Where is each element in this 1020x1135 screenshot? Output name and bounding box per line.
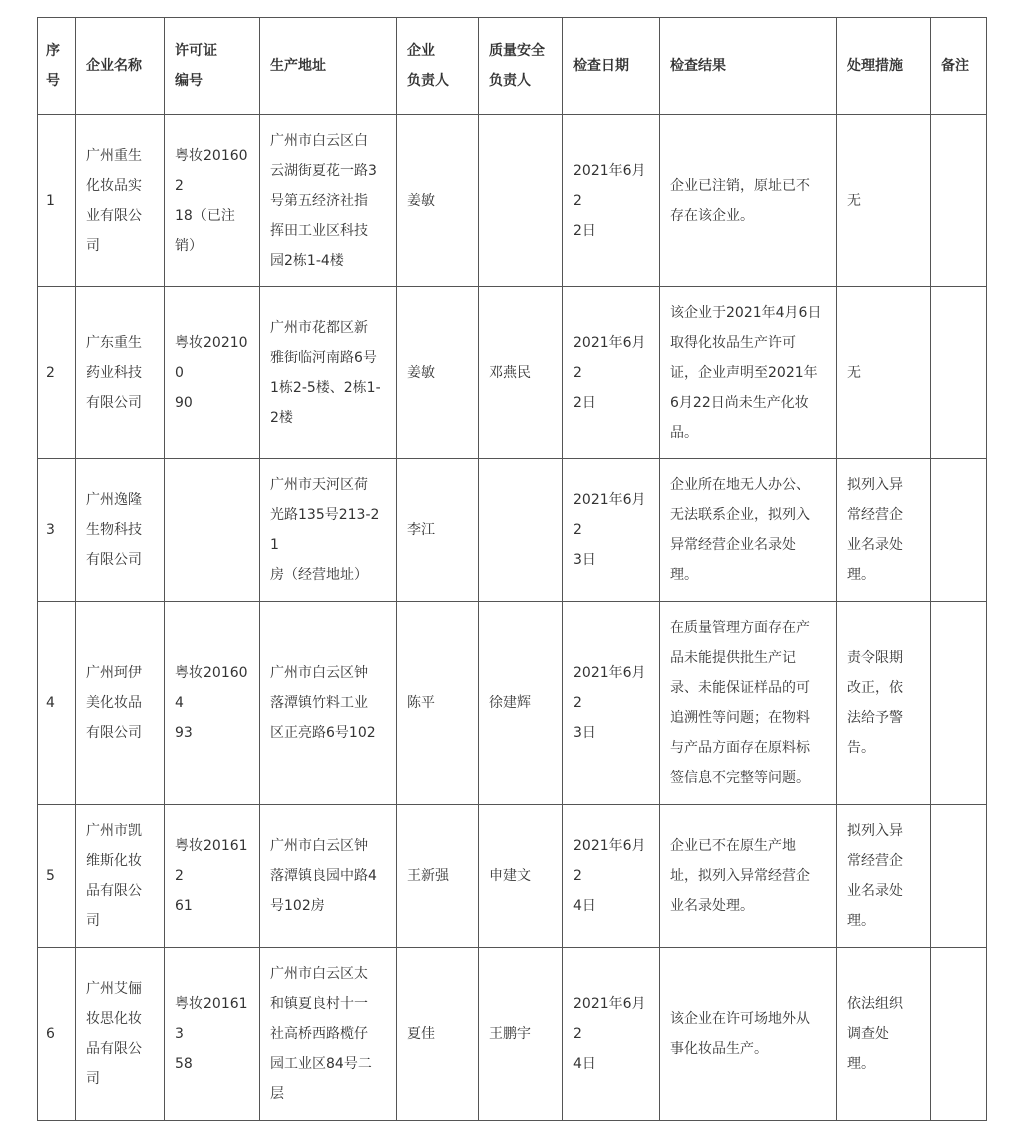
cell-production-address: 广州市白云区白 云湖街夏花一路3 号第五经济社指 挥田工业区科技 园2栋1-4楼 xyxy=(260,115,397,287)
cell-measures: 无 xyxy=(837,287,931,459)
header-inspection-date: 检查日期 xyxy=(563,18,660,115)
cell-company-head: 姜敏 xyxy=(397,115,479,287)
cell-company-name: 广州珂伊 美化妆品 有限公司 xyxy=(76,602,165,805)
cell-quality-head: 徐建辉 xyxy=(479,602,563,805)
cell-measures: 无 xyxy=(837,115,931,287)
cell-quality-head: 申建文 xyxy=(479,805,563,948)
header-index: 序 号 xyxy=(38,18,76,115)
cell-license-number xyxy=(165,459,260,602)
cell-production-address: 广州市花都区新 雅街临河南路6号 1栋2-5楼、2栋1- 2楼 xyxy=(260,287,397,459)
header-inspection-result: 检查结果 xyxy=(660,18,837,115)
cell-inspection-date: 2021年6月2 4日 xyxy=(563,805,660,948)
table-row xyxy=(38,287,987,459)
cell-index: 1 xyxy=(38,115,76,287)
cell-inspection-result: 企业已不在原生产地 址，拟列入异常经营企 业名录处理。 xyxy=(660,805,837,948)
cell-quality-head xyxy=(479,115,563,287)
cell-company-name: 广州艾俪 妆思化妆 品有限公 司 xyxy=(76,948,165,1121)
cell-license-number: 粤妆201613 58 xyxy=(165,948,260,1121)
cell-inspection-date: 2021年6月2 3日 xyxy=(563,459,660,602)
cell-quality-head: 邓燕民 xyxy=(479,287,563,459)
cell-company-head: 姜敏 xyxy=(397,287,479,459)
cell-remarks xyxy=(931,115,987,287)
header-row xyxy=(38,18,987,115)
header-license-number: 许可证 编号 xyxy=(165,18,260,115)
cell-remarks xyxy=(931,948,987,1121)
cell-inspection-date: 2021年6月2 4日 xyxy=(563,948,660,1121)
cell-index: 2 xyxy=(38,287,76,459)
cell-inspection-result: 企业已注销，原址已不 存在该企业。 xyxy=(660,115,837,287)
cell-company-name: 广州逸隆 生物科技 有限公司 xyxy=(76,459,165,602)
header-remarks: 备注 xyxy=(931,18,987,115)
cell-company-head: 李江 xyxy=(397,459,479,602)
table-row xyxy=(38,459,987,602)
cell-remarks xyxy=(931,805,987,948)
cell-license-number: 粤妆201604 93 xyxy=(165,602,260,805)
header-company-head: 企业 负责人 xyxy=(397,18,479,115)
header-company-name: 企业名称 xyxy=(76,18,165,115)
cell-inspection-result: 该企业在许可场地外从 事化妆品生产。 xyxy=(660,948,837,1121)
table-row xyxy=(38,805,987,948)
table-row xyxy=(38,115,987,287)
cell-company-name: 广州市凯 维斯化妆 品有限公 司 xyxy=(76,805,165,948)
table-row xyxy=(38,948,987,1121)
cell-company-head: 王新强 xyxy=(397,805,479,948)
cell-inspection-date: 2021年6月2 3日 xyxy=(563,602,660,805)
cell-index: 3 xyxy=(38,459,76,602)
inspection-table xyxy=(37,17,987,1121)
cell-production-address: 广州市白云区钟 落潭镇竹料工业 区正亮路6号102 xyxy=(260,602,397,805)
cell-license-number: 粤妆202100 90 xyxy=(165,287,260,459)
cell-measures: 拟列入异 常经营企 业名录处 理。 xyxy=(837,805,931,948)
cell-inspection-result: 企业所在地无人办公、 无法联系企业，拟列入 异常经营企业名录处 理。 xyxy=(660,459,837,602)
cell-measures: 拟列入异 常经营企 业名录处 理。 xyxy=(837,459,931,602)
cell-remarks xyxy=(931,287,987,459)
cell-measures: 责令限期 改正，依 法给予警 告。 xyxy=(837,602,931,805)
table-body xyxy=(38,115,987,1121)
cell-inspection-date: 2021年6月2 2日 xyxy=(563,115,660,287)
cell-measures: 依法组织 调查处 理。 xyxy=(837,948,931,1121)
cell-company-head: 夏佳 xyxy=(397,948,479,1121)
cell-production-address: 广州市白云区钟 落潭镇良园中路4 号102房 xyxy=(260,805,397,948)
cell-license-number: 粤妆201602 18（已注 销） xyxy=(165,115,260,287)
cell-inspection-result: 在质量管理方面存在产 品未能提供批生产记 录、未能保证样品的可 追溯性等问题；在物料 与产品方面存在原料标 签信息不完整等问题。 xyxy=(660,602,837,805)
cell-inspection-result: 该企业于2021年4月6日 取得化妆品生产许可 证，企业声明至2021年 6月22日尚未生产化妆 品。 xyxy=(660,287,837,459)
cell-production-address: 广州市白云区太 和镇夏良村十一 社高桥西路榄仔 园工业区84号二 层 xyxy=(260,948,397,1121)
header-production-address: 生产地址 xyxy=(260,18,397,115)
cell-license-number: 粤妆201612 61 xyxy=(165,805,260,948)
cell-quality-head: 王鹏宇 xyxy=(479,948,563,1121)
cell-remarks xyxy=(931,602,987,805)
table-row xyxy=(38,602,987,805)
cell-index: 6 xyxy=(38,948,76,1121)
cell-index: 5 xyxy=(38,805,76,948)
cell-production-address: 广州市天河区荷 光路135号213-21 房（经营地址） xyxy=(260,459,397,602)
cell-quality-head xyxy=(479,459,563,602)
cell-company-head: 陈平 xyxy=(397,602,479,805)
header-measures: 处理措施 xyxy=(837,18,931,115)
cell-company-name: 广东重生 药业科技 有限公司 xyxy=(76,287,165,459)
cell-company-name: 广州重生 化妆品实 业有限公 司 xyxy=(76,115,165,287)
cell-remarks xyxy=(931,459,987,602)
header-quality-head: 质量安全 负责人 xyxy=(479,18,563,115)
cell-index: 4 xyxy=(38,602,76,805)
cell-inspection-date: 2021年6月2 2日 xyxy=(563,287,660,459)
